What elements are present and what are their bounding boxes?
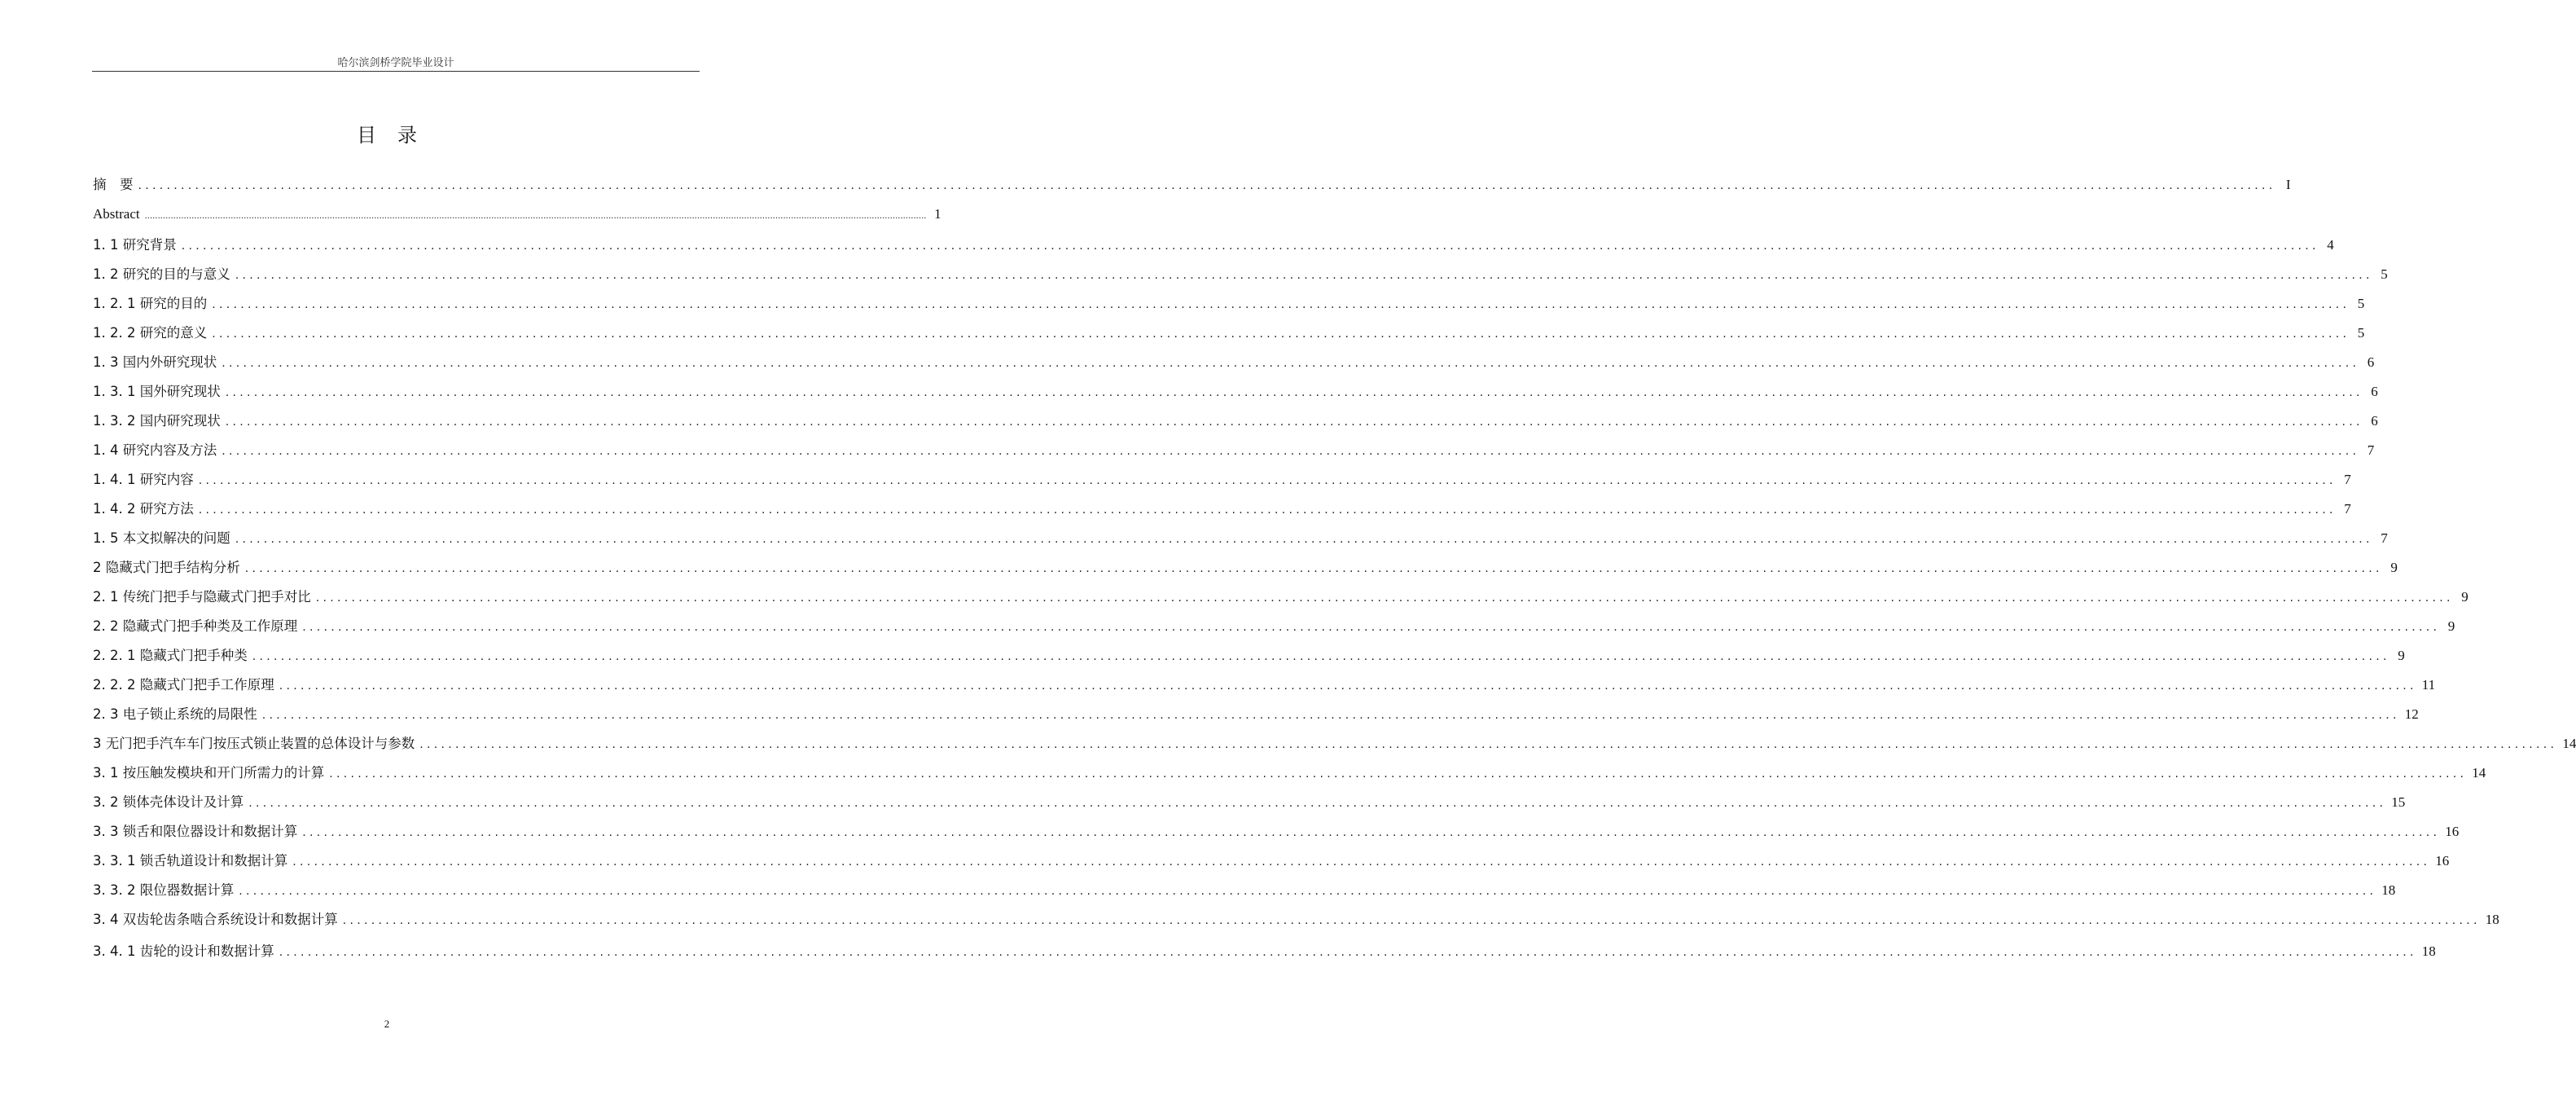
toc-entry[interactable] (93, 641, 2405, 671)
toc-entry[interactable] (93, 231, 2334, 260)
toc-entry-page: 5 (2381, 266, 2388, 282)
dot-leader: ............................................................................................................................................................................................................................................................................................................ (198, 504, 2337, 517)
toc-entry-label: 1. 1 研究背景 (93, 237, 177, 253)
toc-entry-page: 5 (2357, 296, 2365, 311)
dot-leader: ............................................................................................................................................................................................................................................................................................................ (212, 298, 2350, 311)
toc-entry-label: 1. 2. 1 研究的目的 (93, 296, 208, 311)
dot-leader: ............................................................................................................................................................................................................................................................................................................ (315, 591, 2454, 605)
toc-entry-page: 6 (2367, 354, 2375, 370)
toc-entry-label: 3. 3. 1 锁舌轨道设计和数据计算 (93, 853, 288, 869)
dot-leader: ............................................................................................................................................................................................................................................................................................................ (225, 416, 2363, 429)
toc-entry[interactable] (93, 937, 2436, 966)
toc-entry-page: 15 (2391, 794, 2406, 810)
toc-entry[interactable] (93, 583, 2468, 612)
toc-entry[interactable] (93, 260, 2388, 289)
toc-entry-label: 1. 2. 2 研究的意义 (93, 325, 208, 341)
toc-entry-page: 16 (2445, 824, 2460, 839)
toc-entry-label: Abstract (93, 206, 140, 222)
dot-leader: ............................................................................................................................................................................................................................................................................................................ (279, 946, 2417, 959)
toc-entry-page: 12 (2404, 706, 2419, 722)
toc-entry[interactable] (93, 876, 2396, 905)
toc-entry-page: I (2285, 177, 2291, 192)
dot-leader: ............................................................................................................................................................................................................................................................................................................ (225, 386, 2363, 399)
dot-leader: ............................................................................................................................................................................................................................................................................................................ (235, 269, 2373, 282)
toc-entry[interactable] (93, 377, 2378, 407)
toc-entry-label: 2. 2 隐藏式门把手种类及工作原理 (93, 618, 298, 634)
dot-leader: ............................................................................................................................................................................................................................................................................................................ (329, 767, 2468, 781)
toc-entry-page: 18 (2485, 912, 2499, 927)
dot-leader: ............................................................................................................................................................................................................................................................................................................ (302, 621, 2441, 634)
page-title: 目录 (357, 124, 438, 147)
toc-entry[interactable] (93, 495, 2351, 524)
toc-entry[interactable] (93, 905, 2499, 934)
dot-leader: ............................................................................................................................................................................................................................................................................................................ (235, 533, 2373, 546)
toc-entry-page: 16 (2435, 853, 2450, 869)
toc-entry-label: 3. 4 双齿轮齿条啮合系统设计和数据计算 (93, 912, 338, 927)
toc-entry-label: 3. 4. 1 齿轮的设计和数据计算 (93, 943, 274, 959)
toc-entry-page: 5 (2357, 325, 2365, 341)
toc-entry-label: 3. 3. 2 限位器数据计算 (93, 882, 235, 898)
toc-entry-label: 3. 1 按压触发模块和开门所需力的计算 (93, 765, 325, 781)
toc-entry-page: 7 (2381, 530, 2388, 546)
dot-leader: ............................................................................................................................................................................................................................................................................................................ (144, 209, 927, 221)
toc-entry[interactable] (93, 671, 2436, 700)
toc-entry[interactable] (93, 612, 2455, 641)
table-of-contents (93, 170, 2576, 966)
toc-entry[interactable] (93, 319, 2365, 348)
toc-entry-label: 2. 3 电子锁止系统的局限性 (93, 706, 257, 722)
dot-leader: ............................................................................................................................................................................................................................................................................................................ (302, 826, 2441, 839)
dot-leader: ............................................................................................................................................................................................................................................................................................................ (244, 562, 2383, 575)
dot-leader: ............................................................................................................................................................................................................................................................................................................ (279, 679, 2417, 693)
toc-entry-label: 3 无门把手汽车车门按压式锁止装置的总体设计与参数 (93, 736, 415, 751)
toc-entry-page: 7 (2344, 472, 2351, 487)
toc-entry-label: 1. 3. 2 国内研究现状 (93, 413, 221, 429)
dot-leader: ............................................................................................................................................................................................................................................................................................................ (248, 797, 2387, 810)
dot-leader: ............................................................................................................................................................................................................................................................................................................ (212, 328, 2350, 341)
toc-entry-label: 1. 4 研究内容及方法 (93, 442, 217, 458)
toc-entry-page: 9 (2461, 589, 2468, 605)
toc-entry-label: 1. 3. 1 国外研究现状 (93, 384, 221, 399)
toc-entry[interactable] (93, 700, 2419, 729)
toc-entry-label: 摘 要 (93, 177, 134, 192)
toc-entry[interactable] (93, 524, 2388, 553)
header-rule (92, 71, 700, 72)
toc-entry-page: 11 (2421, 677, 2436, 693)
toc-entry[interactable] (93, 847, 2450, 876)
toc-entry[interactable] (93, 407, 2378, 436)
toc-entry[interactable] (93, 553, 2398, 583)
toc-entry-label: 2. 2. 2 隐藏式门把手工作原理 (93, 677, 274, 693)
toc-entry-label: 2 隐藏式门把手结构分析 (93, 560, 240, 575)
dot-leader: ............................................................................................................................................................................................................................................................................................................ (419, 738, 2558, 751)
toc-entry-label: 1. 5 本文拟解决的问题 (93, 530, 230, 546)
toc-entry[interactable] (93, 348, 2375, 377)
toc-entry[interactable] (93, 817, 2460, 847)
dot-leader: ............................................................................................................................................................................................................................................................................................................ (239, 885, 2377, 898)
toc-entry-label: 1. 2 研究的目的与意义 (93, 266, 230, 282)
toc-entry-page: 9 (2398, 648, 2405, 663)
toc-entry-page: 9 (2447, 618, 2455, 634)
toc-entry-page: 18 (2421, 943, 2436, 959)
toc-entry-page: 9 (2390, 560, 2398, 575)
dot-leader: ............................................................................................................................................................................................................................................................................................................ (138, 179, 2276, 192)
dot-leader: ............................................................................................................................................................................................................................................................................................................ (261, 709, 2400, 722)
dot-leader: ............................................................................................................................................................................................................................................................................................................ (342, 914, 2481, 927)
toc-entry[interactable] (93, 200, 941, 231)
toc-entry[interactable] (93, 170, 2291, 200)
toc-entry-label: 1. 4. 2 研究方法 (93, 501, 194, 517)
toc-entry-label: 3. 2 锁体壳体设计及计算 (93, 794, 244, 810)
toc-entry[interactable] (93, 788, 2406, 817)
toc-entry-page: 14 (2562, 736, 2576, 751)
toc-entry-label: 2. 1 传统门把手与隐藏式门把手对比 (93, 589, 311, 605)
page-number: 2 (384, 1018, 390, 1030)
toc-entry-page: 6 (2371, 384, 2378, 399)
toc-entry-page: 4 (2327, 237, 2334, 253)
dot-leader: ............................................................................................................................................................................................................................................................................................................ (292, 855, 2431, 869)
toc-entry[interactable] (93, 759, 2486, 788)
dot-leader: ............................................................................................................................................................................................................................................................................................................ (198, 474, 2337, 487)
toc-entry[interactable] (93, 729, 2576, 759)
toc-entry-label: 1. 3 国内外研究现状 (93, 354, 217, 370)
toc-entry-page: 7 (2367, 442, 2375, 458)
toc-entry[interactable] (93, 465, 2351, 495)
dot-leader: ............................................................................................................................................................................................................................................................................................................ (252, 650, 2390, 663)
toc-entry-page: 14 (2472, 765, 2486, 781)
dot-leader: ............................................................................................................................................................................................................................................................................................................ (181, 240, 2319, 253)
toc-entry[interactable] (93, 436, 2375, 465)
toc-entry[interactable] (93, 289, 2365, 319)
toc-entry-label: 3. 3 锁舌和限位器设计和数据计算 (93, 824, 298, 839)
toc-entry-page: 7 (2344, 501, 2351, 517)
dot-leader: ............................................................................................................................................................................................................................................................................................................ (222, 357, 2360, 370)
toc-entry-page: 6 (2371, 413, 2378, 429)
toc-entry-page: 1 (934, 206, 941, 222)
running-header: 哈尔滨剑桥学院毕业设计 (337, 56, 454, 68)
toc-entry-label: 2. 2. 1 隐藏式门把手种类 (93, 648, 248, 663)
toc-entry-page: 18 (2381, 882, 2396, 898)
dot-leader: ............................................................................................................................................................................................................................................................................................................ (222, 445, 2360, 458)
toc-entry-label: 1. 4. 1 研究内容 (93, 472, 194, 487)
